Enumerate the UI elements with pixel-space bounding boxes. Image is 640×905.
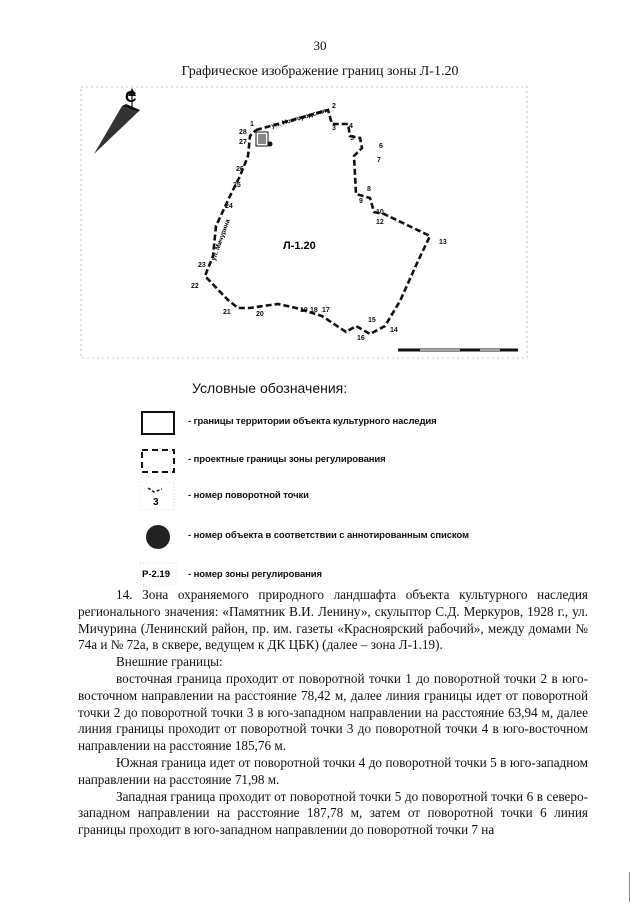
edge-mark (629, 872, 630, 902)
point-label: 7 (377, 157, 381, 164)
point-label: 26 (236, 166, 244, 173)
point-label: 27 (239, 139, 247, 146)
point-label: 21 (223, 309, 231, 316)
legend-item-object-number (140, 522, 560, 552)
street-top-label: ул. Новгородская (270, 107, 328, 130)
point-label: 22 (191, 283, 199, 290)
point-label: 25 (233, 182, 241, 189)
paragraph: Южная граница идет от поворотной точки 4 до поворотной точки 5 в юго-западном направлении на расстояние 71,98 м. (78, 754, 588, 787)
dashed-border-icon (140, 446, 180, 476)
point-label: 28 (239, 129, 247, 136)
map-frame (81, 87, 527, 358)
point-label: 19 (300, 307, 308, 314)
point-label: 15 (368, 317, 376, 324)
point-label: 8 (367, 186, 371, 193)
point-label: 24 (225, 203, 233, 210)
paragraph: Внешние границы: (116, 654, 223, 670)
point-label: 1 (250, 121, 254, 128)
legend-title: Условные обозначения: (192, 380, 348, 396)
body-text (78, 587, 588, 839)
legend-text: - номер объекта в соответствии с аннотированным списком (188, 530, 469, 541)
zone-label: Л-1.20 (283, 240, 316, 252)
point-label: 5 (350, 135, 354, 142)
paragraph: восточная граница проходит от поворотной точки 1 до поворотной точки 2 в юго-восточном направлении на расстояние 78,42 м, далее линия границы идет от поворотной точки 2 до поворотной точки 3 в юго-западном направлении на расстояние 63,94 м, далее линия границы проходит от поворотной точки 3 до поворотной точки 4 в юго-восточном направлении на расстояние 185,76 м. (78, 670, 588, 754)
point-label: 13 (439, 239, 447, 246)
point-label: 10 (376, 209, 384, 216)
point-label: 6 (379, 143, 383, 150)
point-label: 9 (359, 198, 363, 205)
point-label: 14 (390, 327, 398, 334)
page-number: 30 (313, 38, 327, 53)
monument-structure (256, 132, 273, 147)
filled-circle-icon (140, 522, 180, 552)
point-label: 4 (349, 123, 353, 130)
legend-item-heritage-boundary (140, 408, 560, 438)
point-label: 16 (357, 335, 365, 342)
svg-text:3: 3 (153, 497, 159, 508)
point-label: 17 (322, 307, 330, 314)
legend-text: - номер поворотной точки (188, 490, 309, 501)
north-label: С (125, 89, 137, 106)
point-label: 2 (332, 103, 336, 110)
paragraph: Западная граница проходит от поворотной точки 5 до поворотной точки 6 в северо-западном направлении на расстояние 187,78 м, затем от поворотной точки 6 линия границы проходит в юго-западном направлении до поворотной точки 7 на (78, 788, 588, 838)
legend-item-zone-boundary (140, 446, 560, 476)
map-title: Графическое изображение границ зоны Л-1.20 (181, 64, 459, 79)
point-label: 18 (310, 307, 318, 314)
legend-item-turning-point (140, 482, 560, 512)
solid-border-icon (140, 408, 180, 438)
legend-text: - проектные границы зоны регулирования (188, 454, 386, 465)
point-label: 12 (376, 219, 384, 226)
street-left-label: ул. Мичурина (210, 218, 232, 262)
point-label: 20 (256, 311, 264, 318)
svg-text:Р-2.19: Р-2.19 (142, 569, 170, 580)
point-label: 3 (332, 125, 336, 132)
paragraph: 14. Зона охраняемого природного ландшафта объекта культурного наследия регионального значения: «Памятник В.И. Ленину», скульптор С.Д. Меркуров, 1928 г., ул. Мичурина (Ленинский район, пр. им. газеты «Красноярский рабочий», между домами № 74а и № 72а, в сквере, ведущем к ДК ЦБК) (далее – зона Л-1.19). (78, 587, 588, 653)
boundary-map (80, 86, 530, 361)
turning-point-icon (140, 482, 180, 512)
point-label: 23 (198, 262, 206, 269)
legend-text: - границы территории объекта культурного наследия (188, 416, 437, 427)
legend-text: - номер зоны регулирования (188, 569, 322, 580)
